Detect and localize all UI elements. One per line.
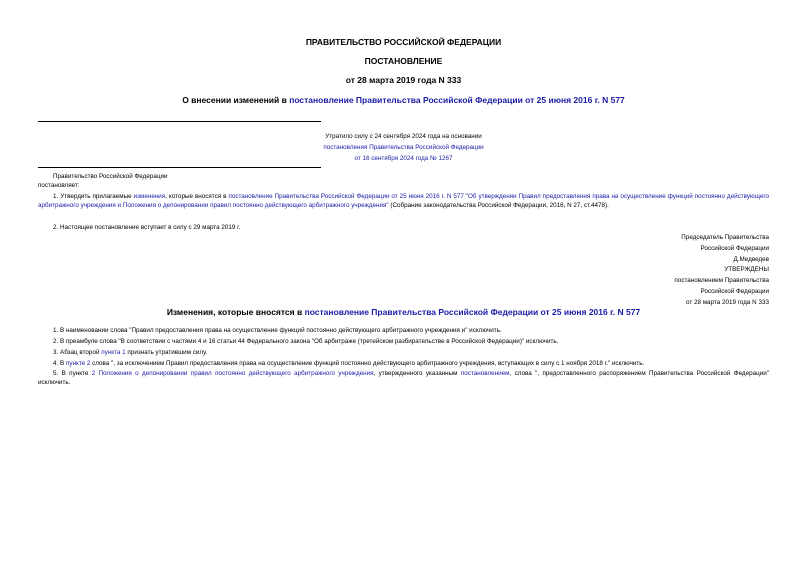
approval-country: Российской Федерации — [700, 287, 769, 295]
point-1-link-resolution[interactable]: постановление Правительства Российской Федерации от 25 июня 2016 г. N 577 "Об утверждении Правил предоставления права на осуществление функций постоянно действующего арбитражного учреждения и Положения о депонировании правил постоянно действующего арбитражного учреждения" — [38, 193, 770, 210]
government-title: ПРАВИТЕЛЬСТВО РОССИЙСКОЙ ФЕДЕРАЦИИ — [305, 37, 502, 47]
approval-title: УТВЕРЖДЕНЫ — [724, 266, 769, 274]
change-5-link-resolution[interactable]: постановлением — [460, 370, 510, 377]
intro-government: Правительство Российской Федерации — [53, 173, 168, 180]
document-title — [0, 95, 807, 105]
point-1-text-c: (Собрание законодательства Российской Федерации, 2016, N 27, ст.4478). — [388, 202, 609, 210]
changes-title-text: Изменения, которые вносятся в — [166, 307, 305, 317]
change-5 — [38, 369, 769, 388]
change-4 — [38, 359, 769, 368]
change-4-text-b: слова ", за исключением Правил предоставления права на осуществление функций постоянно действующего арбитражного учреждения, вступающих в силу с 1 ноября 2018 г." исключить. — [90, 360, 645, 367]
point-1 — [38, 192, 769, 211]
divider-top — [38, 121, 321, 122]
document-title-link[interactable]: постановление Правительства Российской Федерации от 25 июня 2016 г. N 577 — [289, 95, 625, 105]
point-2: 2. Настоящее постановление вступает в силу с 29 марта 2019 г. — [53, 224, 241, 231]
changes-title — [0, 307, 807, 317]
change-5-text-a: 5. В пункте — [53, 370, 92, 377]
document-date-number: от 28 марта 2019 года N 333 — [345, 75, 462, 85]
point-1-text-b: , которые вносятся в — [165, 193, 229, 200]
change-5-link-point[interactable]: 2 — [91, 370, 96, 377]
signature-block — [569, 233, 769, 309]
changes-title-link[interactable]: постановление Правительства Российской Федерации от 25 июня 2016 г. N 577 — [304, 307, 641, 317]
change-4-text-a: 4. В — [53, 360, 66, 367]
change-5-text-c: , утвержденного указанным — [373, 370, 461, 377]
repeal-notice — [300, 131, 507, 164]
point-1-text-a: 1. Утвердить прилагаемые — [53, 193, 134, 200]
document-title-text: О внесении изменений в — [182, 95, 290, 105]
signature-name: Д.Медведев — [733, 255, 769, 263]
change-4-link[interactable]: пункте 2 — [65, 360, 91, 367]
change-3-text-a: 3. Абзац второй — [53, 349, 102, 356]
change-3-text-b: признать утратившим силу. — [125, 349, 208, 356]
change-5-link-regulation[interactable]: Положения о депонировании правил постоянно действующего арбитражного учреждения — [98, 370, 374, 377]
repeal-notice-link[interactable]: постановления Правительства Российской Федерации — [323, 144, 484, 151]
change-2: 2. В преамбуле слова "В соответствии с частями 4 и 16 статьи 44 Федерального закона "Об арбитраже (третейском разбирательстве в Российской Федерации)" исключить. — [53, 338, 559, 345]
document-type: ПОСТАНОВЛЕНИЕ — [364, 56, 443, 66]
change-1: 1. В наименовании слова "Правил предоставления права на осуществление функций постоянно действующего арбитражного учреждения и" исключить. — [53, 327, 502, 334]
change-3 — [38, 348, 769, 357]
change-3-link[interactable]: пункта 1 — [101, 349, 126, 356]
intro — [38, 172, 769, 191]
signature-country: Российской Федерации — [700, 244, 769, 252]
repeal-notice-text: Утратило силу с 24 сентября 2024 года на основании — [325, 133, 482, 140]
signature-position: Председатель Правительства — [681, 234, 769, 241]
point-1-link-changes[interactable]: изменения — [133, 193, 166, 200]
divider-bottom — [38, 167, 321, 168]
intro-decrees: постановляет: — [38, 182, 80, 190]
approval-by: постановлением Правительства — [674, 277, 769, 285]
change-5-text-d: , слова ", предоставленного распоряжением Правительства Российской Федерации" исключить. — [38, 370, 769, 387]
approval-date: от 28 марта 2019 года N 333 — [685, 298, 769, 306]
repeal-notice-link-date[interactable]: от 16 сентября 2024 года № 1267 — [354, 155, 453, 162]
